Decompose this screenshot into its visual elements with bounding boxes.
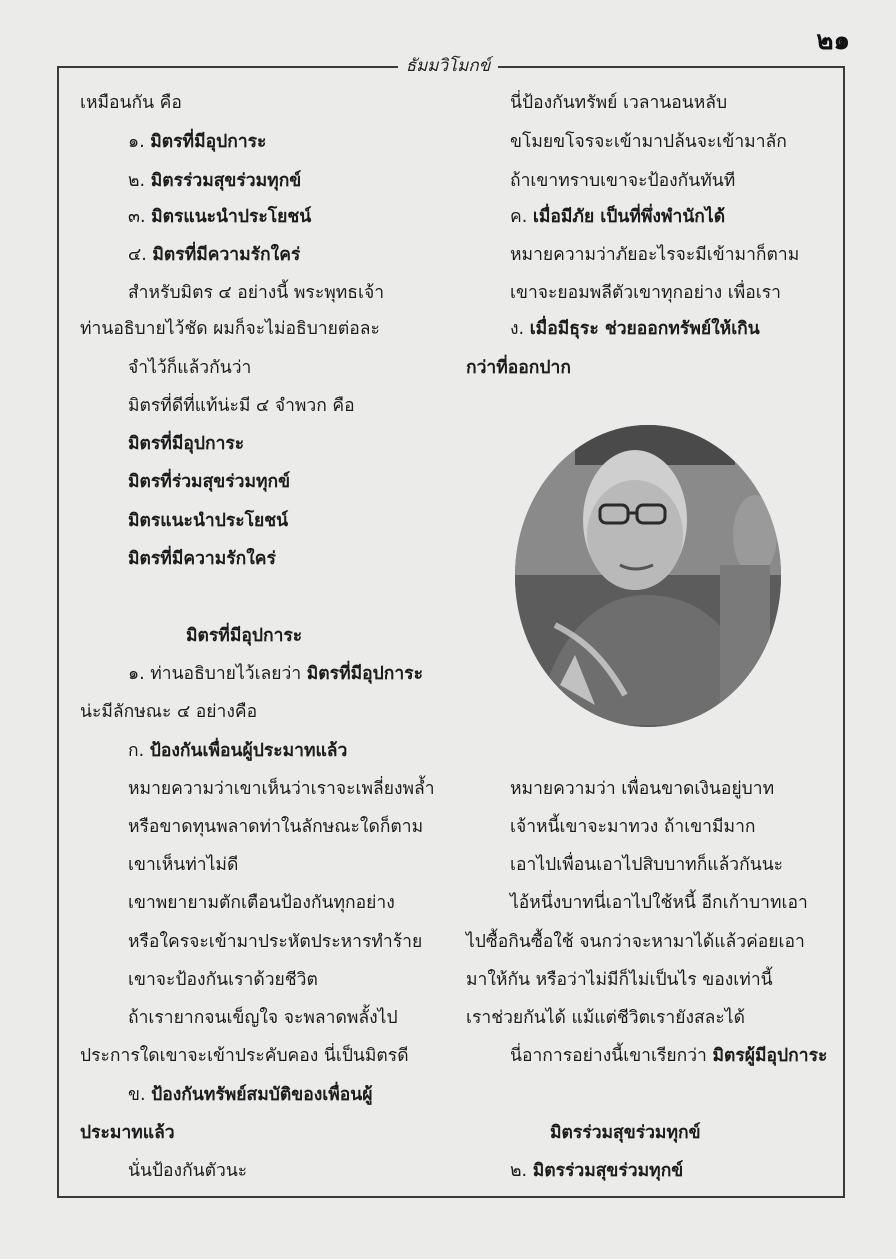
- text-line: จำไว้ก็แล้วกันว่า: [128, 358, 252, 378]
- text-line: ขโมยขโจรจะเข้ามาปล้นจะเข้ามาลัก: [510, 132, 787, 152]
- text-line: มิตรแนะนำประโยชน์: [128, 511, 289, 531]
- text-line: สำหรับมิตร ๔ อย่างนี้ พระพุทธเจ้า: [128, 283, 385, 303]
- text-line: ง. เมื่อมีธุระ ช่วยออกทรัพย์ให้เกิน: [510, 319, 760, 339]
- text-line: หมายความว่า เพื่อนขาดเงินอยู่บาท: [510, 779, 775, 799]
- text-line: เขาจะป้องกันเราด้วยชีวิต: [128, 970, 318, 990]
- text-line: ประมาทแล้ว: [80, 1123, 175, 1143]
- text-line: เขาจะยอมพลีตัวเขาทุกอย่าง เพื่อเรา: [510, 283, 782, 303]
- text-line: เขาเห็นท่าไม่ดี: [128, 855, 239, 875]
- text-line: มิตรที่ร่วมสุขร่วมทุกข์: [128, 472, 291, 492]
- text-line: ก. ป้องกันเพื่อนผู้ประมาทแล้ว: [128, 741, 348, 761]
- text-line: หรือใครจะเข้ามาประหัตประหารทำร้าย: [128, 932, 423, 952]
- text-line: มิตรที่มีความรักใคร่: [128, 549, 276, 569]
- text-line: หมายความว่าภัยอะไรจะมีเข้ามาก็ตาม: [510, 245, 800, 265]
- list-item: ๒. มิตรร่วมสุขร่วมทุกข์: [128, 171, 302, 191]
- text-line: เราช่วยกันได้ แม้แต่ชีวิตเรายังสละได้: [466, 1008, 745, 1028]
- text-line: ถ้าเขาทราบเขาจะป้องกันทันที: [510, 171, 736, 191]
- text-line: น่ะมีลักษณะ ๔ อย่างคือ: [80, 702, 258, 722]
- text-line: ๒. มิตรร่วมสุขร่วมทุกข์: [510, 1161, 684, 1181]
- text-line: ข. ป้องกันทรัพย์สมบัติของเพื่อนผู้: [128, 1085, 373, 1105]
- text-line: มาให้กัน หรือว่าไม่มีก็ไม่เป็นไร ของเท่านี้: [466, 970, 773, 990]
- text-line: เอาไปเพื่อนเอาไปสิบบาทก็แล้วกันนะ: [510, 855, 784, 875]
- text-line: นี่ป้องกันทรัพย์ เวลานอนหลับ: [510, 93, 728, 113]
- monk-portrait-image: [515, 425, 781, 727]
- list-item: ๓. มิตรแนะนำประโยชน์: [128, 207, 312, 227]
- monk-portrait-photo: [515, 425, 781, 727]
- running-header: ธัมมวิโมกข์: [0, 52, 896, 79]
- text-line: กว่าที่ออกปาก: [466, 358, 571, 378]
- text-line: ท่านอธิบายไว้ชัด ผมก็จะไม่อธิบายต่อละ: [80, 319, 380, 339]
- list-item: ๑. มิตรที่มีอุปการะ: [128, 132, 267, 152]
- text-line: นั่นป้องกันตัวนะ: [128, 1161, 248, 1181]
- text-line: เจ้าหนี้เขาจะมาทวง ถ้าเขามีมาก: [510, 817, 756, 837]
- text-line: ๑. ท่านอธิบายไว้เลยว่า มิตรที่มีอุปการะ: [128, 664, 423, 684]
- text-line: ไปซื้อกินซื้อใช้ จนกว่าจะหามาได้แล้วค่อยเอา: [466, 932, 805, 952]
- section-heading: มิตรที่มีอุปการะ: [186, 626, 303, 646]
- page-number: ๒๑: [816, 26, 850, 56]
- list-item: ๔. มิตรที่มีความรักใคร่: [128, 245, 301, 265]
- text-line: ค. เมื่อมีภัย เป็นที่พึ่งพำนักได้: [510, 207, 726, 227]
- text-line: หมายความว่าเขาเห็นว่าเราจะเพลี่ยงพล้ำ: [128, 779, 435, 799]
- text-line: หรือขาดทุนพลาดท่าในลักษณะใดก็ตาม: [128, 817, 424, 837]
- text-line: ไอ้หนึ่งบาทนี่เอาไปใช้หนี้ อีกเก้าบาทเอา: [510, 893, 808, 913]
- text-line: นี่อาการอย่างนี้เขาเรียกว่า มิตรผู้มีอุปการะ: [510, 1046, 828, 1066]
- text-line: เหมือนกัน คือ: [80, 93, 182, 113]
- text-line: เขาพยายามตักเตือนป้องกันทุกอย่าง: [128, 893, 395, 913]
- text-line: ประการใดเขาจะเข้าประคับคอง นี่เป็นมิตรดี: [80, 1046, 409, 1066]
- text-line: ถ้าเรายากจนเข็ญใจ จะพลาดพลั้งไป: [128, 1008, 398, 1028]
- section-heading: มิตรร่วมสุขร่วมทุกข์: [550, 1123, 701, 1143]
- text-line: มิตรที่มีอุปการะ: [128, 434, 245, 454]
- text-line: มิตรที่ดีที่แท้น่ะมี ๔ จำพวก คือ: [128, 396, 355, 416]
